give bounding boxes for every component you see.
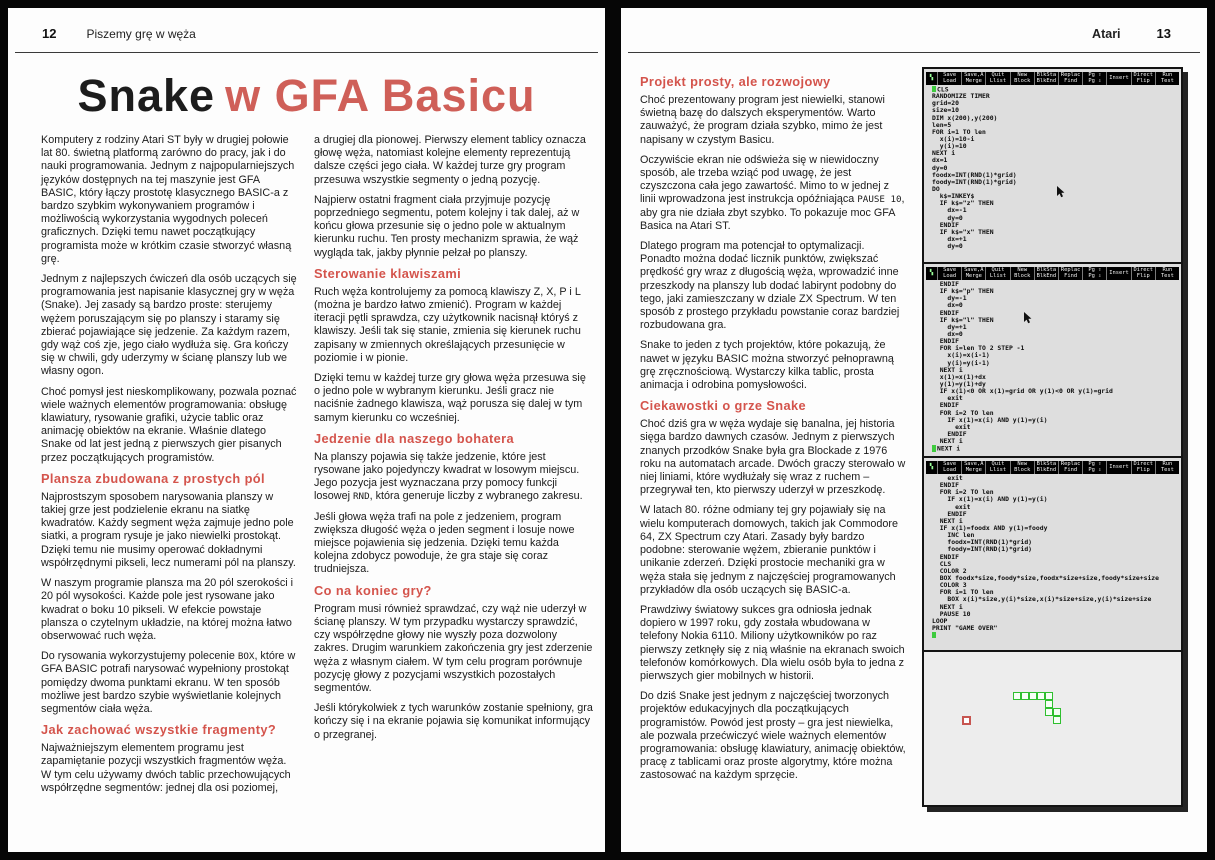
code-line: ENDIF (932, 481, 959, 490)
editor-menu-item[interactable]: ▚ (929, 463, 934, 470)
code-line: foodx=INT(RND(1)*grid) (932, 538, 1033, 547)
screenshot-rail (922, 67, 1183, 807)
code-line: y(i)=10 (932, 142, 967, 151)
code-line: IF k$="z" THEN (932, 199, 994, 208)
code-line: FOR i=2 TO len (932, 488, 994, 497)
code-line: dx=1 (932, 156, 948, 165)
editor-menu-item[interactable]: Pg ⇧ Pg ⇩ (1082, 267, 1106, 280)
code-line: dy=0 (932, 242, 963, 251)
editor-menu-item[interactable]: Insert (1106, 461, 1130, 474)
code-line: DIM x(200),y(200) (932, 113, 998, 122)
code-line: BOX foodx*size,foody*size,foodx*size+size,foody*size+size (932, 573, 1160, 582)
section-heading: Plansza zbudowana z prostych pól (41, 470, 265, 486)
editor-menu-item[interactable]: Direct Flip (1131, 461, 1155, 474)
paragraph: Jeśli którykolwiek z tych warunków zostanie spełniony, gra kończy się i na ekranie pojawia się komunikat informujący o przegranej. (314, 702, 593, 741)
section-heading: Sterowanie klawiszami (314, 265, 462, 281)
editor-menu-item[interactable]: Save,A Merge (961, 461, 985, 474)
editor-menu-item[interactable]: ▚ (929, 74, 934, 81)
code-line: dy=+1 (932, 322, 967, 331)
editor-menu-item[interactable]: Insert (1106, 72, 1130, 85)
left-page-column-2 (314, 134, 593, 802)
editor-menu-item[interactable]: Replac Find (1058, 267, 1082, 280)
gfa-editor-screenshot-1 (924, 69, 1181, 264)
mouse-pointer-icon (1024, 312, 1033, 324)
code-line: exit (932, 394, 963, 403)
code-line: IF x(1)=x(i) AND y(1)=y(i) (932, 495, 1048, 504)
paragraph: Dlatego program ma potencjał to optymalizacji. Ponadto można dodać licznik punktów, zwiększać prędkość gry wraz z długością węża, wprowadzić inne przeszkody na planszy lub dodać labirynt podobny do tego, jaki zamieszczany w dziale ZX Spectrum. W ten sposób z prostego przykładu powstanie coraz bardziej rozbudowana gra. (640, 240, 900, 332)
code-line: FOR i=len TO 2 STEP -1 (932, 344, 1025, 353)
code-line: x(1)=x(1)+dx (932, 372, 986, 381)
editor-menu-item[interactable]: Quit Llist (985, 461, 1009, 474)
section-heading: Co na koniec gry? (314, 582, 432, 598)
right-page-column (640, 67, 906, 807)
editor-menu-item[interactable]: Save Load (937, 461, 961, 474)
code-line: IF x(1)<0 OR x(1)=grid OR y(1)<0 OR y(1)=grid (932, 387, 1113, 396)
mouse-pointer-icon (1057, 186, 1066, 198)
editor-menu-item[interactable]: Save Load (937, 267, 961, 280)
code-line: dx=-1 (932, 206, 967, 215)
running-title-left: Piszemy grę w węża (86, 27, 196, 41)
snake-segment (1045, 700, 1053, 708)
editor-menu-item[interactable]: New Block (1010, 267, 1034, 280)
snake-segment (1045, 692, 1053, 700)
code-line: x(i)=10-i (932, 134, 975, 143)
paragraph: Choć dziś gra w węża wydaje się banalna, jej historia sięga bardzo dawnych czasów. Jednym z pierwszych znanych przodków Snake była gra Blockade z 1976 roku na automatach arcade. Dwóch graczy sterowało w niej liniami, które wydłużały się wraz z ruchem – przegrywał ten, kto pierwszy uderzył w przeszkodę. (640, 418, 906, 497)
code-line: size=10 (932, 106, 959, 115)
gfa-code-listing-2 (924, 280, 1181, 452)
code-line: x(i)=x(i-1) (932, 351, 990, 360)
code-line: CLS (932, 559, 952, 568)
code-line: IF x(1)=x(i) AND y(1)=y(i) (932, 415, 1048, 424)
editor-menu-item[interactable]: Pg ⇧ Pg ⇩ (1082, 72, 1106, 85)
editor-menu-item[interactable]: Run Test (1155, 267, 1179, 280)
editor-menu-item[interactable]: Replac Find (1058, 72, 1082, 85)
gfa-code-listing-1 (924, 85, 1181, 250)
paragraph: Na planszy pojawia się także jedzenie, które jest rysowane jako pojedynczy kwadrat w losowym miejscu. Jego pozycja jest wyznaczana przy pomocy funkcji losowej RND, która generuje liczby z wybranego zakresu. (314, 450, 583, 503)
editor-menu-item[interactable]: BlkSta BlkEnd (1034, 461, 1058, 474)
code-line: foodx=INT(RND(1)*grid) (932, 170, 1017, 179)
editor-menu-item[interactable]: Quit Llist (985, 72, 1009, 85)
code-line: NEXT i (932, 437, 963, 446)
paragraph: W latach 80. różne odmiany tej gry pojawiały się na wielu komputerach domowych, takich jak Commodore 64, ZX Spectrum czy Atari. Zasady były bardzo podobne: sterowanie wężem, zbieranie punktów i unikanie zderzeń. Dzięki prostocie mechaniki gra w węża stała się jednym z najczęściej programowanych przykładów dla osób uczących się BASIC-a. (640, 504, 899, 596)
editor-menu-item[interactable]: Save,A Merge (961, 267, 985, 280)
code-line: PAUSE 10 (932, 609, 971, 618)
code-line: ENDIF (932, 401, 959, 410)
code-line: ENDIF (932, 429, 967, 438)
code-line: FOR i=1 TO len (932, 127, 986, 136)
paragraph: Ruch węża kontrolujemy za pomocą klawiszy Z, X, P i L (można je bardzo łatwo zmienić). Program w każdej iteracji pętli sprawdza, czy użytkownik nacisnął któryś z klawiszy. Jeśli tak się stanie, zmienia się kierunek ruchu zapisany w zmiennych określających przesunięcie w poziomie i w pionie. (314, 285, 581, 364)
editor-menu-item[interactable]: Run Test (1155, 72, 1179, 85)
paragraph: Najprostszym sposobem narysowania planszy w takiej grze jest podzielenie ekranu na siatkę kwadratów. Każdy segment węża zajmuje jedno pole siatki, a program rysuje je jako niewielki prostokąt. Dzięki temu nie musimy operować dokładnymi współrzędnymi pikseli, lecz numerami pól na planszy. (41, 490, 296, 569)
editor-menu-item[interactable]: Direct Flip (1131, 72, 1155, 85)
code-line: ENDIF (932, 337, 959, 346)
code-line: len=5 (932, 120, 952, 129)
snake-segment (1045, 708, 1053, 716)
paragraph: Prawdziwy światowy sukces gra odniosła jednak dopiero w 1997 roku, gdy została wbudowana w telefony Nokia 6110. Miliony użytkowników po raz pierwszy zetknęły się z nią właśnie na ekranach swoich telefonów komórkowych. Dla wielu osób była to jedna z pierwszych gier mobilnych w historii. (640, 603, 905, 682)
code-line: RANDOMIZE TIMER (932, 92, 990, 101)
code-line: y(1)=y(1)+dy (932, 379, 986, 388)
code-line: NEXT i (932, 149, 956, 158)
paragraph: W naszym programie plansza ma 20 pól szerokości i 20 pól wysokości. Każde pole jest rysowane jako kwadrat o boku 10 pikseli. W efekcie powstaje plansza o czytelnym układzie, na której można łatwo obserwować ruch węża. (41, 577, 294, 642)
section-heading: Jak zachować wszystkie fragmenty? (41, 722, 277, 738)
editor-cursor (932, 445, 936, 451)
code-line: COLOR 3 (932, 581, 967, 590)
snake-segment (1029, 692, 1037, 700)
article-title-black-part: Snake (77, 70, 216, 121)
code-line: dx=+1 (932, 234, 967, 243)
right-page-header (621, 8, 1207, 44)
gfa-editor-menubar (926, 267, 1179, 280)
code-line: CLS (932, 86, 1181, 93)
code-line: IF k$="x" THEN (932, 227, 994, 236)
editor-menu-item[interactable]: BlkSta BlkEnd (1034, 72, 1058, 85)
code-line: dx=0 (932, 329, 963, 338)
paragraph: Jeśli głowa węża trafi na pole z jedzeniem, program zwiększa długość węża o jeden segment i losuje nowe miejsce pojawienia się jedzenia. Dzięki temu każda kolejna zdobycz powoduje, że gra staje się coraz trudniejsza. (314, 510, 575, 576)
code-line: COLOR 2 (932, 566, 967, 575)
paragraph: a drugiej dla pionowej. Pierwszy element tablicy oznacza głowę węża, natomiast kolejne elementy reprezentują dalsze części jego ciała. W każdej turze gry program przesuwa wszystkie segmenty o jedną pozycję. (314, 134, 586, 186)
gfa-editor-screenshot-3 (924, 458, 1181, 652)
code-line: IF x(1)=foodx AND y(1)=foody (932, 523, 1048, 532)
editor-menu-item[interactable]: Pg ⇧ Pg ⇩ (1082, 461, 1106, 474)
right-page-content (621, 53, 1207, 807)
code-line: PRINT "GAME OVER" (932, 623, 998, 632)
editor-menu-item[interactable]: New Block (1010, 461, 1034, 474)
code-line: dy=-1 (932, 294, 967, 303)
snake-segment (1037, 692, 1045, 700)
paragraph: Najpierw ostatni fragment ciała przyjmuje pozycję poprzedniego segmentu, potem kolejny i tak dalej, aż w końcu głowa przesunie się o jedno pole w aktualnym kierunku ruchu. Ten prosty mechanizm sprawia, że wąż wygląda tak, jakby płynnie pełzał po planszy. (314, 193, 580, 259)
page-number-right: 13 (1156, 26, 1171, 41)
code-line: NEXT i (932, 516, 963, 525)
editor-menu-item[interactable]: Save Load (937, 72, 961, 85)
editor-menu-item[interactable]: Insert (1106, 267, 1130, 280)
paragraph: Dzięki temu w każdej turze gry głowa węża przesuwa się o jedno pole w wybranym kierunku. Jeśli gracz nie naciśnie żadnego klawisza, wąż porusza się dalej w tym samym kierunku co wcześniej. (314, 372, 586, 424)
snake-segment (1053, 708, 1061, 716)
left-page-columns (8, 119, 605, 802)
code-line: BOX x(i)*size,y(i)*size,x(i)*size+size,y(i)*size+size (932, 595, 1152, 604)
editor-menu-item[interactable]: BlkSta BlkEnd (1034, 267, 1058, 280)
code-line: FOR i=2 TO len (932, 408, 994, 417)
header-rule-left (15, 52, 598, 53)
page-number-left: 12 (42, 26, 57, 41)
section-heading: Ciekawostki o grze Snake (640, 398, 807, 414)
left-page-column-1 (41, 134, 297, 802)
code-line: foody=INT(RND(1)*grid) (932, 545, 1033, 554)
code-line: dy=0 (932, 163, 948, 172)
left-page-header (8, 8, 605, 44)
gfa-editor-screenshot-2 (924, 264, 1181, 458)
editor-menu-item[interactable]: ▚ (929, 269, 934, 276)
code-line: exit (932, 422, 971, 431)
gfa-code-listing-3 (924, 474, 1181, 639)
right-page (621, 8, 1207, 852)
code-line: DO (932, 184, 940, 193)
code-line: NEXT i (932, 445, 1181, 452)
paragraph: Choć pomysł jest nieskomplikowany, pozwala poznać wiele ważnych elementów programowania: obsługę klawiatury, rysowanie grafiki, użycie tablic oraz animację obiektów na ekranie. Właśnie dlatego Snake od lat jest jedną z pierwszych gier pisanych przez początkujących programistów. (41, 385, 297, 464)
code-line: NEXT i (932, 602, 963, 611)
editor-menu-item[interactable]: Quit Llist (985, 267, 1009, 280)
code-line: foody=INT(RND(1)*grid) (932, 177, 1017, 186)
code-line: ENDIF (932, 509, 967, 518)
paragraph: Program musi również sprawdzać, czy wąż nie uderzył w ścianę planszy. W tym przypadku wystarczy sprawdzić, czy współrzędne głowy nie wyszły poza dozwolony zakres. Drugim warunkiem zakończenia gry jest zderzenie węża z własnym ciałem. W tym celu program porównuje pozycję głowy z pozycjami wszystkich pozostałych segmentów. (314, 602, 593, 694)
code-line: IF k$="l" THEN (932, 315, 994, 324)
paragraph: Komputery z rodziny Atari ST były w drugiej połowie lat 80. świetną platformą zarówno do pracy, jak i do nauki programowania. Jednym z najpopularniejszych języków dostępnych na tej maszynie jest GFA BASIC, który łączy prostotę klasycznego BASIC-a z bardzo szybkim wykonywaniem programów i możliwością wykorzystania wygodnych poleceń graficznych. Dzięki temu nawet początkujący programista może w krótkim czasie stworzyć własną grę. (41, 134, 295, 265)
article-title-red-part: w GFA Basicu (225, 70, 536, 121)
paragraph: Jednym z najlepszych ćwiczeń dla osób uczących się programowania jest napisanie klasycznej gry w węża (Snake). Jej zasady są bardzo proste: sterujemy wężem poruszającym się po planszy i staramy się zbierać pojawiające się jedzenie. Za każdym razem, gdy wąż coś zje, jego ciało wydłuża się. Gra kończy się w chwili, gdy uderzymy w ścianę planszy lub we własny ogon. (41, 273, 297, 378)
snake-game-screenshot (924, 652, 1181, 805)
code-line: IF k$="p" THEN (932, 287, 994, 296)
snake-segment (1021, 692, 1029, 700)
code-line: ENDIF (932, 308, 959, 317)
paragraph: Snake to jeden z tych projektów, które pokazują, że nawet w języku BASIC można stworzyć pełnoprawną grę zręcznościową. Wystarczy kilka tablic, prosta animacja i odrobina pomysłowości. (640, 339, 894, 392)
code-line: dy=0 (932, 213, 963, 222)
running-title-right: Atari (1092, 27, 1121, 41)
code-line: exit (932, 474, 963, 482)
editor-menu-item[interactable]: Run Test (1155, 461, 1179, 474)
code-line: ENDIF (932, 552, 959, 561)
code-line: LOOP (932, 616, 948, 625)
code-line: exit (932, 502, 971, 511)
code-line: NEXT i (932, 365, 963, 374)
article-title (8, 70, 605, 121)
editor-menu-item[interactable]: Save,A Merge (961, 72, 985, 85)
editor-cursor (932, 632, 936, 638)
code-line: INC len (932, 531, 975, 540)
code-line: ENDIF (932, 220, 959, 229)
snake-segment (1013, 692, 1021, 700)
code-line: k$=INKEY$ (932, 192, 975, 201)
editor-menu-item[interactable]: Replac Find (1058, 461, 1082, 474)
code-line: ENDIF (932, 280, 959, 288)
paragraph: Choć prezentowany program jest niewielki, stanowi świetną bazę do dalszych eksperymentów. Warto zauważyć, że program działa szybko, mimo że jest napisany w czystym Basicu. (640, 94, 885, 146)
left-page (8, 8, 605, 852)
section-heading: Projekt prosty, ale rozwojowy (640, 74, 831, 89)
editor-menu-item[interactable]: Direct Flip (1131, 267, 1155, 280)
gfa-editor-menubar (926, 461, 1179, 474)
code-line: dx=0 (932, 301, 963, 310)
paragraph: Najważniejszym elementem programu jest zapamiętanie pozycji wszystkich fragmentów węża. W tym celu używamy dwóch tablic przechowujących współrzędne segmentów: jednej dla osi poziomej, (41, 742, 291, 794)
paragraph: Oczywiście ekran nie odświeża się w niewidoczny sposób, ale trzeba wziąć pod uwagę, że jest czyszczona cała jego zawartość. Mimo to w jednej z linii wprowadzona jest instrukcja opóźniająca PAUSE 10, aby gra nie działa zbyt szybko. To pokazuje moc GFA Basica na Atari ST. (640, 153, 905, 232)
editor-menu-item[interactable]: New Block (1010, 72, 1034, 85)
code-line: grid=20 (932, 99, 959, 108)
paragraph: Do rysowania wykorzystujemy polecenie BOX, które w GFA BASIC potrafi narysować wypełniony prostokąt pomiędzy dwoma punktami ekranu. W ten sposób możliwe jest bardzo szybie wyświetlanie kolejnych segmentów ciała węża. (41, 650, 296, 715)
snake-segment (1053, 716, 1061, 724)
code-line: FOR i=1 TO len (932, 588, 994, 597)
code-line (932, 632, 1181, 639)
paragraph: Do dziś Snake jest jednym z najczęściej tworzonych projektów edukacyjnych dla początkujących programistów. Powód jest prosty – gra jest niewielka, ale pozwala przećwiczyć wiele ważnych elementów programowania: obsługę klawiatury, animację obiektów, pracę z tablicami oraz proste algorytmy, które można zastosować na każdym sprzęcie. (640, 690, 906, 782)
section-heading: Jedzenie dla naszego bohatera (314, 430, 515, 446)
code-line: y(i)=y(i-1) (932, 358, 990, 367)
food-square (962, 716, 971, 725)
gfa-editor-menubar (926, 72, 1179, 85)
